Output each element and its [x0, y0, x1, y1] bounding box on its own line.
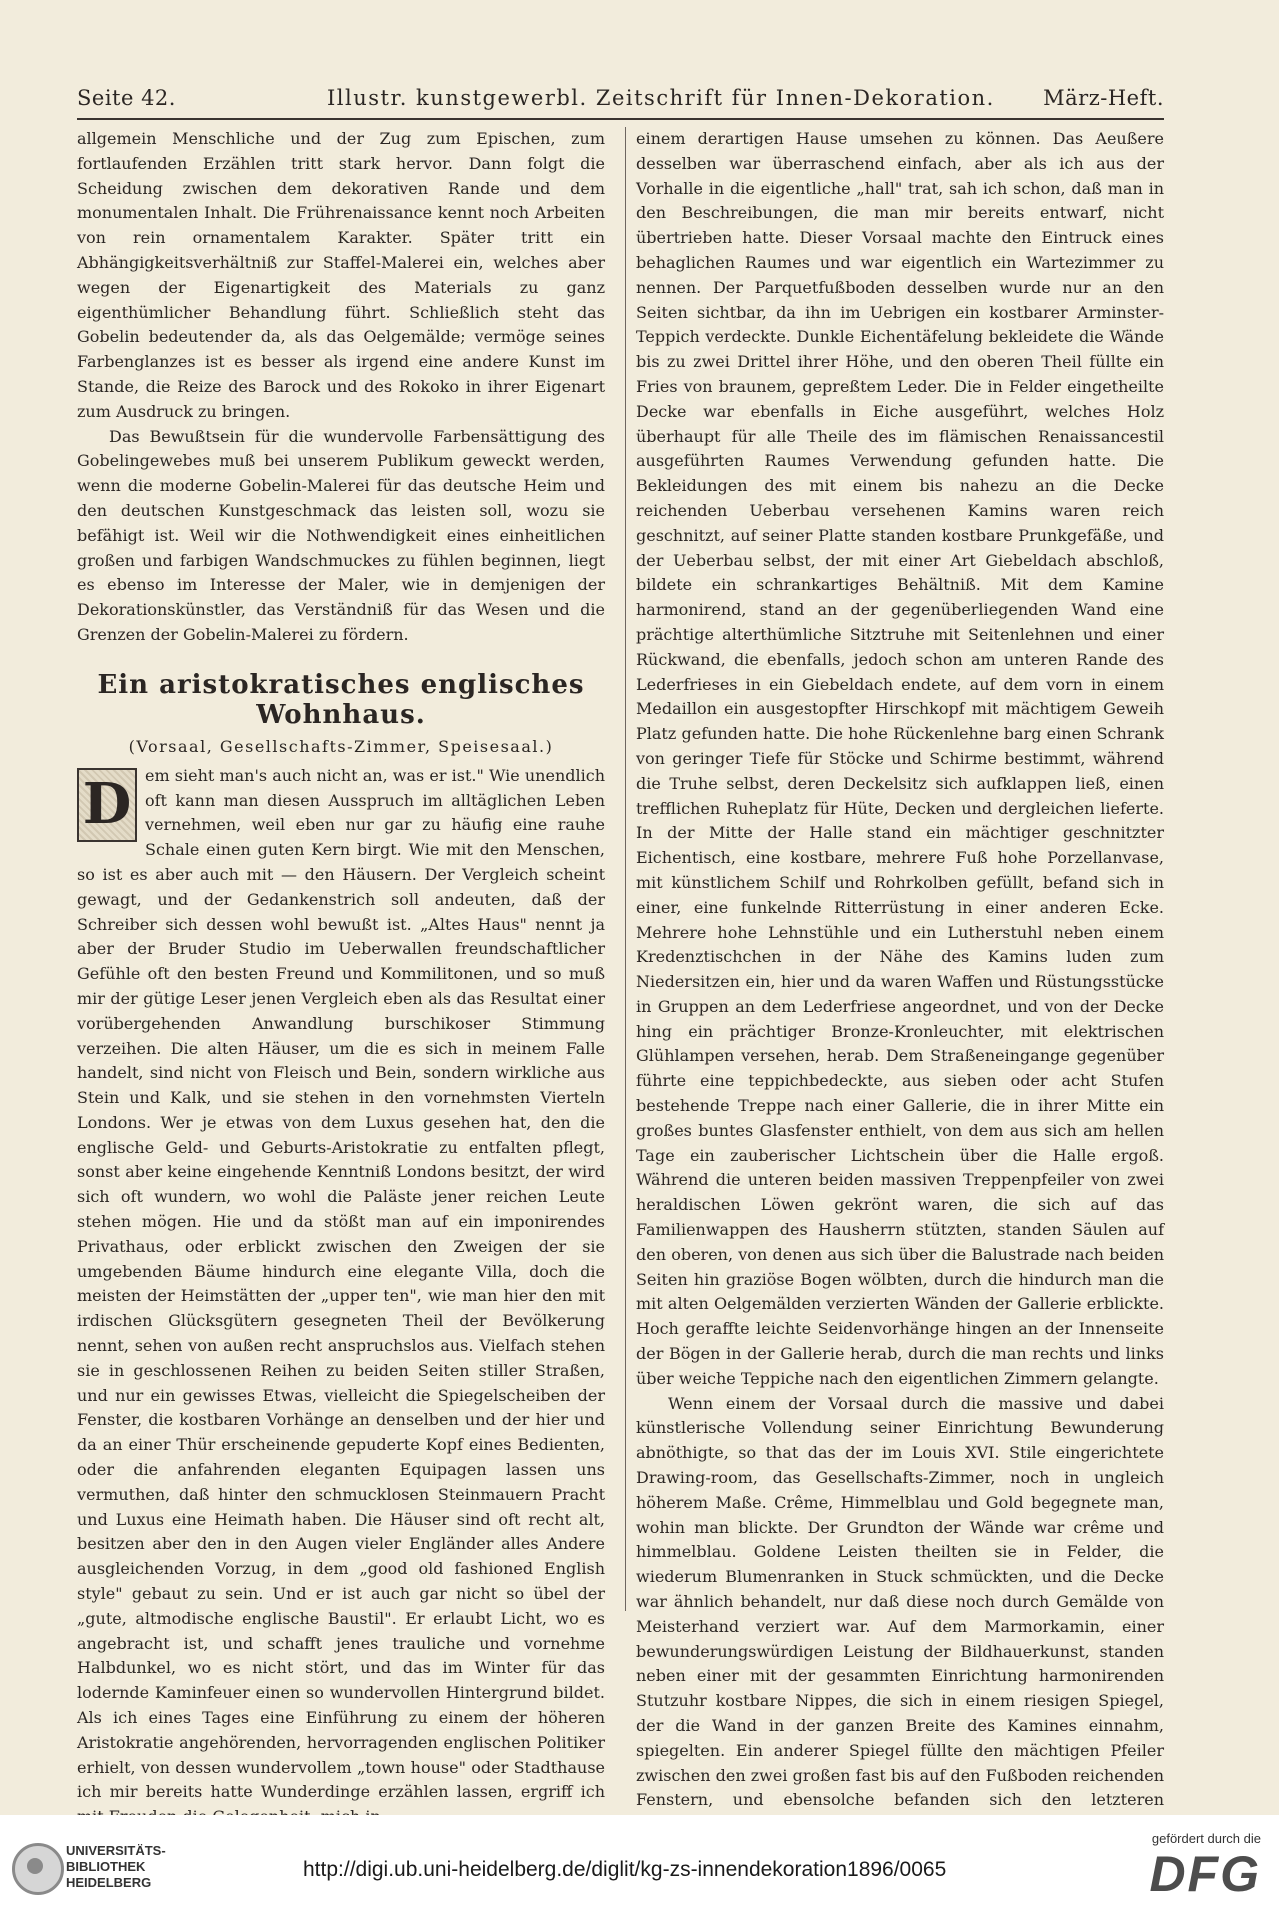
ornamental-initial — [77, 768, 137, 842]
article-title: Ein aristokratisches englisches Wohnhaus. — [97, 669, 585, 730]
source-url[interactable]: http://digi.ub.uni-heidelberg.de/diglit/kg-zs-innendekoration1896/0065 — [303, 1858, 947, 1881]
paragraph: Das Bewußtsein für die wundervolle Farbensättigung des Gobelingewebes muß bei unserem Publikum geweckt werden, wenn die moderne Gobelin-Malerei für das deutsche Heim und den deutschen Kunstgeschmack das leisten soll, wozu sie befähigt ist. Weil wir die Nothwendigkeit eines einheitlichen großen und farbigen Wandschmuckes zu fühlen beginnen, liegt es ebenso im Interesse der Maler, wie in demjenigen der Dekorationskünstler, das Verständniß für das Wesen und die Grenzen der Gobelin-Malerei zu fördern. — [77, 426, 605, 644]
journal-title: Illustr. kunstgewerbl. Zeitschrift für Innen-Dekoration. — [327, 86, 995, 110]
left-column — [77, 127, 605, 1830]
university-seal-icon — [12, 1843, 64, 1895]
paragraph: em sieht man's auch nicht an, was er ist." Wie unendlich oft kann man diesen Ausspruch im alltäglichen Leben vernehmen, weil eben nur gar zu häufig eine rauhe Schale einen guten Kern birgt. Wie mit den Menschen, so ist es aber auch mit — den Häusern. Der Vergleich scheint gewagt, und der Gedankenstrich soll andeuten, daß der Schreiber sich dessen wohl bewußt ist. „Altes Haus" nennt ja aber der Bruder Studio im Ueberwallen freundschaftlicher Gefühle oft den besten Freund und Kommilitonen, und so muß mir der gütige Leser jenen Vergleich eben als das Resultat einer vorübergehenden Anwandlung burschikoser Stimmung verzeihen. Die alten Häuser, um die es sich in meinem Falle handelt, sind nicht von Fleisch und Bein, sondern wirkliche aus Stein und Kalk, und sie stehen in den vornehmsten Vierteln Londons. Wer je etwas von dem Luxus gesehen hat, den die englische Geld- und Geburts-Aristokratie zu entfalten pflegt, sonst aber keine eingehende Kenntniß Londons besitzt, der wird sich oft wundern, wo wohl die Paläste jener reichen Leute stehen mögen. Hie und da stößt man auf ein imponirendes Privathaus, oder erblickt zwischen den Zweigen der sie umgebenden Bäume hindurch eine elegante Villa, doch die meisten der Heimstätten der „upper ten", wie man hier den mit irdischen Glücksgütern gesegneten Theil der Bevölkerung nennt, sehen von außen recht anspruchslos aus. Vielfach stehen sie in geschlossenen Reihen zu beiden Seiten stiller Straßen, und nur ein gewisses Etwas, vielleicht die Spiegelscheiben der Fenster, die kostbaren Vorhänge an denselben und der hier und da an einer Thür erscheinende gepuderte Kopf eines Bedienten, oder die anfahrenden eleganten Equipagen lassen uns vermuthen, daß hinter den schmucklosen Steinmauern Pracht und Luxus eine Heimath haben. Die Häuser sind oft recht alt, besitzen aber den in den Augen vieler Engländer alles Andere ausgleichenden Vorzug, in dem „good old fashioned English style" gebaut zu sein. Und er ist auch gar nicht so übel der „gute, altmodische englische Baustil". Er erlaubt Licht, wo es angebracht ist, und schafft jenes trauliche und vornehme Halbdunkel, wo es nicht stört, und das im Winter für das lodernde Kaminfeuer einen so wundervollen Hintergrund bildet. Als ich eines Tages eine Einführung zu einem der höheren Aristokratie angehörenden, hervorragenden englischen Politiker erhielt, von dessen wundervollem „town house" oder Stadthause ich mir bereits hatte Wunderdinge erzählen lassen, ergriff ich — [77, 765, 605, 1802]
sponsor-block — [1149, 1831, 1261, 1902]
paragraph: allgemein Menschliche und der Zug zum Epischen, zum fortlaufenden Erzählen tritt stark hervor. Dann folgt die Scheidung zwischen dem dekorativen Rande und dem monumentalen Inhalt. Die Frührenaissance kennt noch Arbeiten von rein ornamentalem Karakter. Später tritt ein Abhängigkeitsverhältniß zur Staffel-Malerei ein, welches aber wegen der Eigenartigkeit des Materials zu ganz eigenthümlicher Behandlung führt. Schließlich steht das Gobelin bedeutender da, als das Oelgemälde; vermöge seines Farbenglanzes ist es besser als irgend eine andere Kunst im Stande, die Reize des Barock und des Rokoko in ihrer Eigenart zum Ausdruck zu bringen. — [77, 129, 605, 421]
header-rule — [77, 118, 1164, 120]
digitization-footer — [0, 1815, 1279, 1921]
library-logo: UNIVERSITÄTS- BIBLIOTHEK HEIDELBERG — [66, 1843, 166, 1890]
dfg-logo: DFG — [1149, 1846, 1261, 1902]
page-number: Seite 42. — [77, 86, 176, 110]
right-column — [636, 127, 1164, 1863]
paragraph: einem derartigen Hause umsehen zu können. Das Aeußere desselben war überraschend einfach, aber als ich aus der Vorhalle in die eigentliche „hall" trat, sah ich schon, daß man in den Beschreibungen, die man mir bereits entwarf, nicht übertrieben hatte. Dieser Vorsaal machte den Eintruck eines behaglichen Raumes und war eigentlich ein Wartezimmer zu nennen. Der Parquetfußboden desselben wurde nur an den Seiten sichtbar, da ihn im Uebrigen ein kostbarer Arminster-Teppich verdeckte. Dunkle Eichentäfelung bekleidete die Wände bis zu zwei Drittel ihrer Höhe, und den oberen Theil füllte ein Fries von braunem, gepreßtem Leder. Die in Felder eingetheilte Decke war ebenfalls in Eiche ausgeführt, welches Holz überhaupt für alle Theile des im flämischen Renaissancestil ausgeführten Raumes Verwendung gefunden hatte. Die Bekleidungen des mit einem bis nahezu an die Decke reichenden Ueberbau versehenen Kamins waren reich geschnitzt, auf seiner Platte standen kostbare Prunkgefäße, und der Ueberbau selbst, der mit einer Art Giebeldach abschloß, bildete ein schrankartiges Behältniß. Mit dem Kamine harmonirend, stand an der gegenüberliegenden Wand eine prächtige alterthümliche Sitztruhe mit Seitenlehnen und einer Rückwand, die ebenfalls, jedoch schon am unteren Rande des Lederfrieses in ein Giebeldach endete, auf dem vorn in einem Medaillon ein ausgestopfter Hirschkopf mit mächtigem Geweih Platz gefunden hatte. Die hohe Rückenlehne barg einen Schrank von geringer Tiefe für Stöcke und Schirme bestimmt, während die Truhe selbst, deren Deckelsitz sich aufklappen ließ, einen trefflichen Ruheplatz für Hüte, Decken und dergleichen lieferte. In der Mitte der Halle stand ein mächtiger geschnitzter Eichentisch, eine kostbare, mehrere Fuß hohe Porzellanvase, mit künstlichem Schilf und Rohrkolben gefüllt, befand sich in einer, eine funkelnde Ritterrüstung in einer anderen Ecke. Mehrere hohe Lehnstühle und ein Lutherstuhl neben einem Kredenztischchen in der Nähe des Kamins luden zum Niedersitzen ein, hier und da waren Waffen und Rüstungsstücke in Gruppen an dem Lederfriese angeordnet, und von der Decke hing ein prächtiger Bronze-Kronleuchter, mit elektrischen Glühlampen versehen, herab. Dem Straßeneingange gegenüber führte eine teppichbedeckte, aus sieben oder acht Stufen bestehende Treppe nach einer Gallerie, die in ihrer Mitte ein großes buntes Glasfenster enthielt, von dem aus sich am hellen Tage ein zauberischer Lichtschein über die Halle ergoß. Während die unteren beiden massiven Treppenpfeiler von zwei heraldischen Löwen gekrönt waren, die sich auf das Familienwappen des Hausherrn stützten, standen Säulen auf den oberen, von denen aus sich über die Balustrade nach beiden Seiten hin graziöse Bogen wölbten, durch die hindurch man die mit alten Oelgemälden verzierten Wänden der Gallerie erblickte. Hoch geraffte leichte Seidenvorhänge hingen an der Innenseite der Bögen in der Gallerie herab, durch die man rechts und links über weiche Teppiche nach den eigentlichen Zimmern gelangte. — [636, 129, 1164, 1388]
dropcap-letter: D — [82, 770, 132, 837]
sponsor-text: gefördert durch die — [1151, 1831, 1261, 1846]
paragraph: Wenn einem der Vorsaal durch die massive und dabei künstlerische Vollendung seiner Einrichtung Bewunderung abnöthigte, so that das der im Louis XVI. Stile eingerichtete Drawing-room, das Gesellschafts-Zimmer, noch in ungleich höherem Maße. Crême, Himmelblau und Gold begegnete man, wohin man blickte. Der Grundton der Wände war crême und himmelblau. Goldene Leisten theilten sie in Felder, die wiederum Blumenranken in Stuck schmückten, und die Decke war ähnlich behandelt, nur daß diese noch durch Gemälde von Meisterhand verziert war. Auf dem Marmorkamin, einer bewunderungswürdigen Leistung der Bildhauerkunst, standen neben einer mit der gesammten Einrichtung harmonirenden Stutzuhr kostbare Nippes, die sich in einem riesigen Spiegel, der die Wand in der ganzen Breite des Kamines einnahm, spiegelten. Ein anderer Spiegel füllte den mächtigen Pfeiler zwischen den zwei großen fast bis auf den Fußboden reichenden Fenstern, und ebensolche befanden sich den letzteren — [636, 1393, 1164, 1810]
issue-label: März-Heft. — [1043, 86, 1164, 110]
article-subtitle: (Vorsaal, Gesellschafts-Zimmer, Speisesaal.) — [128, 736, 554, 756]
column-divider — [625, 127, 626, 1611]
